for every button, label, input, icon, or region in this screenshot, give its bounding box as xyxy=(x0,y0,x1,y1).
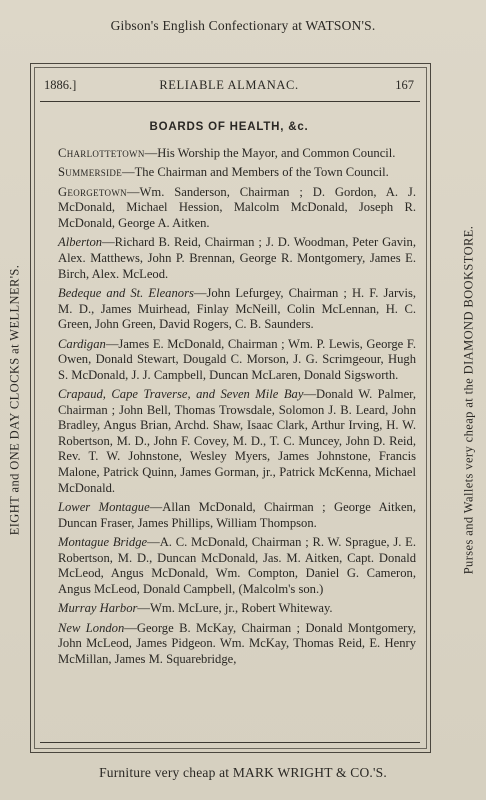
year-label: 1886.] xyxy=(44,78,77,92)
list-item xyxy=(58,387,416,496)
list-item xyxy=(58,621,416,668)
list-item xyxy=(58,601,416,617)
list-item xyxy=(58,337,416,384)
top-advertisement: Gibson's English Confectionary at WATSON'S. xyxy=(110,18,376,33)
page-number: 167 xyxy=(395,78,414,92)
town-name: Charlottetown xyxy=(58,146,145,160)
right-side-advertisement: Purses and Wallets very cheap at the DIAMOND BOOKSTORE. xyxy=(461,225,476,575)
members-text: —Richard B. Reid, Chairman ; J. D. Woodman, Peter Gavin, Alex. Matthews, John P. Brennan, George R. Montgomery, James E. Birch, Alex. McLeod. xyxy=(58,235,416,281)
footer-rule xyxy=(40,742,420,743)
members-text: —Wm. McLure, jr., Robert Whiteway. xyxy=(137,601,333,616)
running-head xyxy=(44,78,414,94)
town-name: Georgetown xyxy=(58,184,127,199)
members-text: —George B. McKay, Chairman ; Donald Montgomery, John McLeod, James Pidgeon. Wm. McKay, Thomas Reid, E. Henry McMillan, James M. Squarebridge, xyxy=(58,620,416,666)
list-item xyxy=(58,165,416,181)
list-item xyxy=(58,286,416,333)
town-name: Summerside xyxy=(58,165,123,180)
members-text: —Donald W. Palmer, Chairman ; John Bell, Thomas Trowsdale, Solomon J. B. Leard, John Bradley, Angus Brian, Archd. Shaw, Isaac Clark, Arthur Irving, H. W. Robertson, M. D., John F. Covey, M. D., T. C. Muncey, John D. Reid, Rev. T. W. Johnstone, Wesley Myers, James Johnstone, Francis Malone, Patrick Quinn, James Gorman, jr., Patrick McKenna, Michael McDonald. xyxy=(58,387,416,495)
list-item xyxy=(58,235,416,282)
members-text: —A. C. McDonald, Chairman ; R. W. Sprague, J. E. Robertson, M. D., Duncan McDonald, Jas. M. Aitken, Capt. Donald McLeod, Angus McDonald, Wm. Compton, Daniel G. Cameron, Angus McLeod, Donald Campbell, (Malcolm's son.) xyxy=(58,535,416,596)
list-item xyxy=(58,185,416,232)
almanac-title: RELIABLE ALMANAC. xyxy=(159,78,299,92)
left-side-advertisement: EIGHT and ONE DAY CLOCKS at WELLNER'S. xyxy=(7,264,22,536)
town-name: Murray Harbor xyxy=(58,601,138,616)
members-text: —Allan McDonald, Chairman ; George Aitken, Duncan Fraser, James Phillips, William Thompson. xyxy=(58,500,416,530)
section-title: BOARDS OF HEALTH, &c. xyxy=(149,121,309,133)
list-item xyxy=(58,146,416,162)
members-text: —His Worship the Mayor, and Common Council. xyxy=(144,146,396,160)
list-item xyxy=(58,500,416,531)
town-name: Alberton xyxy=(58,235,103,250)
header-rule xyxy=(40,101,420,102)
boards-of-health-list xyxy=(58,146,416,671)
town-name: Cardigan xyxy=(58,336,106,351)
members-text: —Wm. Sanderson, Chairman ; D. Gordon, A. J. McDonald, Michael Hession, Malcolm McDonald, Joseph R. McDonald, George A. Aitken. xyxy=(58,184,416,230)
members-text: —The Chairman and Members of the Town Council. xyxy=(122,165,389,180)
town-name: Montague Bridge xyxy=(58,535,148,550)
list-item xyxy=(58,535,416,597)
bottom-advertisement: Furniture very cheap at MARK WRIGHT & CO.'S. xyxy=(99,765,387,780)
members-text: —John Lefurgey, Chairman ; H. F. Jarvis, M. D., James Muirhead, Finlay McNeill, Colin McLennan, H. C. Green, John Green, David Rogers, C. B. Saunders. xyxy=(58,285,417,332)
town-name: Bedeque and St. Eleanors xyxy=(58,285,194,300)
town-name: Crapaud, Cape Traverse, and Seven Mile Bay xyxy=(58,387,304,402)
members-text: —James E. McDonald, Chairman ; Wm. P. Lewis, George F. Owen, Donald Stewart, Dougald C. Morson, J. G. Scrimgeour, Hugh S. McDonald, J. J. Campbell, Duncan McLaren, Donald Sigsworth. xyxy=(58,336,416,382)
town-name: Lower Montague xyxy=(58,500,150,515)
town-name: New London xyxy=(58,620,125,635)
